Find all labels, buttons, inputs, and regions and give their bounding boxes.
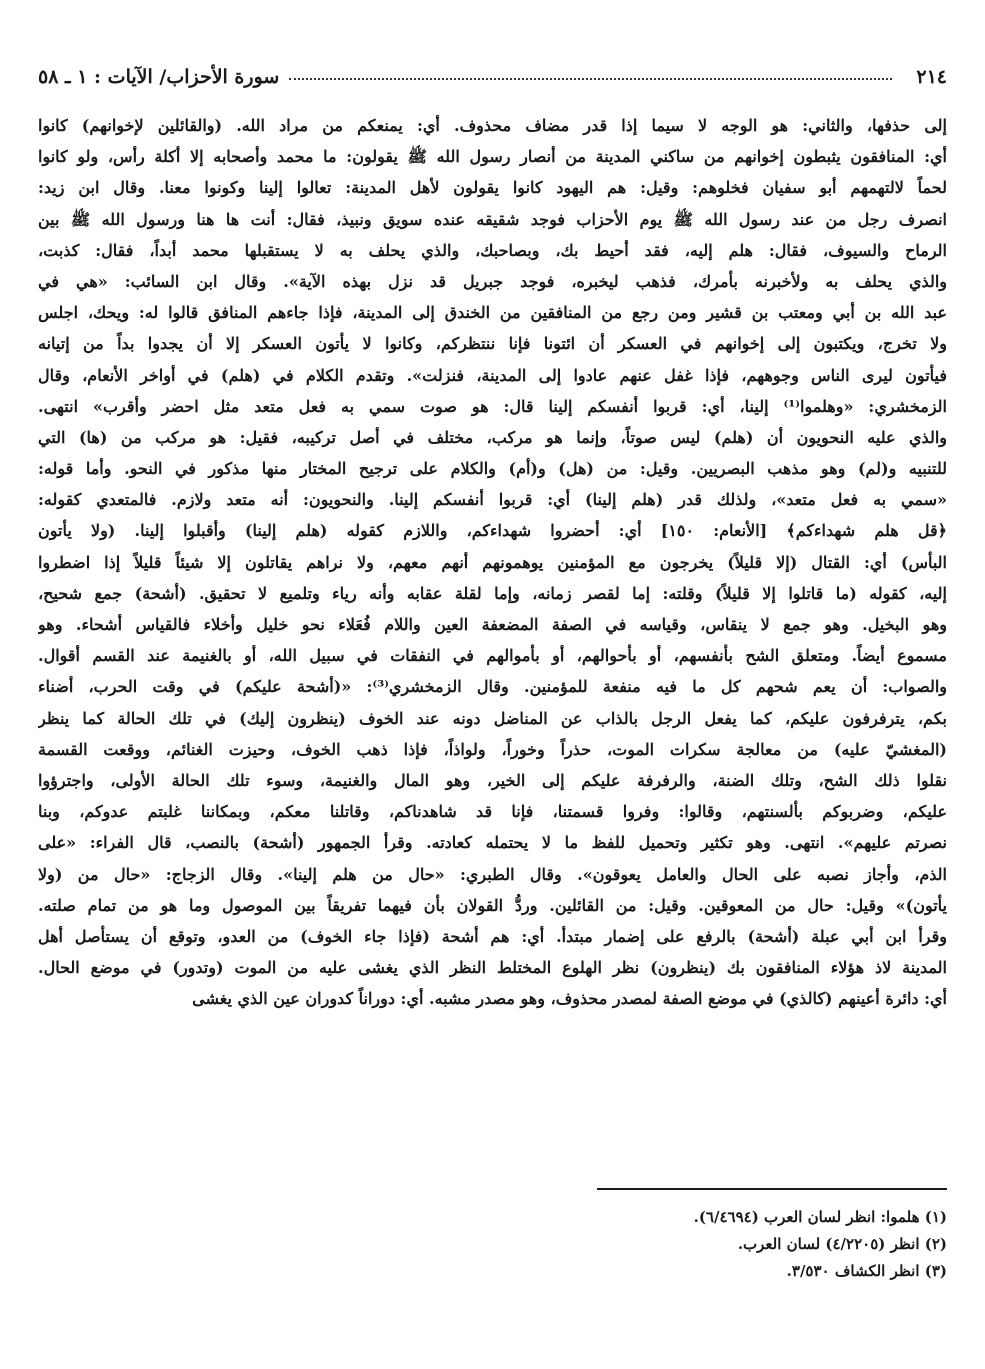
body-line: أي: دائرة أعينهم (كالذي) في موضع الصفة لمصدر محذوف، وهو مصدر مشبه. أي: دوراناً كدوران عين الذي يغشى [192, 989, 947, 1009]
body-line: المدينة لاذ هؤلاء المنافقون بك (ينظرون) نظر الهلوع المختلط النظر الذي يغشى عليه من الموت (وتدور) في موضع الحال. [38, 958, 947, 978]
body-line: إليه، كقوله (ما قاتلوا إلا قليلاً) وقلته: إما لقصر زمانه، وإما لقلة عقابه وأنه رياء وتلميع لا تحقيق. (أشحة) جمع شحيح، [38, 583, 947, 603]
body-line: والذي يحلف به ولأخبرنه بأمرك، فذهب ليخبره، فوجد جبريل قد نزل بهذه الآية». وقال ابن السائب: «هي في [38, 271, 947, 291]
body-line: وهو البخيل. وهو جمع لا ينقاس، وقياسه في الصفة المضعفة العين واللام فُعَلاء نحو خليل وأخلاء فالقياس أشحاء. وهو [38, 615, 947, 634]
running-title: سورة الأحزاب/ الآيات : ١ ـ ٥٨ [38, 66, 280, 88]
footnote-separator [597, 1188, 947, 1190]
body-line: والذي عليه النحويون أن (هلم) ليس صوتاً، وإنما هو مركب، مختلف في أصل تركيبه، فقيل: هو مركب من (ها) التي [38, 427, 947, 447]
body-line: نصرتم عليهم». انتهى. وهو تكثير وتحميل للفظ ما لا يحتمله كعادته. وقرأ الجمهور (أشحة) بالنصب، قال الفراء: «على [38, 833, 947, 853]
body-line: «سمي به فعل متعد»، ولذلك قدر (هلم إلينا) أي: قربوا أنفسكم إلينا. والنحويون: أنه متعد ولازم. فالمتعدي كقوله: [38, 490, 947, 510]
body-line: ولا تخرج، ويكتبون إلى إخوانهم في العسكر أن ائتونا فإنا ننتظركم، وكانوا لا يأتون العسكر إلا أن يجدوا بداً من إتيانه [38, 334, 947, 354]
body-line: وقرأ ابن أبي عبلة (أشحة) بالرفع على إضمار مبتدأ. أي: هم أشحة (فإذا جاء الخوف) من العدو، وتوقع أن يستأصل أهل [38, 926, 947, 946]
body-line: ﴿قل هلم شهداءكم﴾ [الأنعام: ١٥٠] أي: أحضروا شهداءكم، واللازم كقوله (هلم إلينا) وأقبلوا إلينا. (ولا يأتون [38, 521, 947, 541]
page-header [38, 62, 947, 92]
body-line: مسموع أيضاً. ومتعلق الشح بأنفسهم، أو بأحوالهم، أو بأموالهم في النفقات في سبيل الله، أو بالغنيمة عند القسم أقوال. [38, 646, 947, 666]
body-text [38, 110, 947, 1014]
body-line: عليكم، وضربوكم بألسنتهم، وقالوا: وفروا قسمتنا، فإنا قد شاهدناكم، وقاتلنا معكم، وبمكاننا غلبتم عدوكم، وبنا [38, 802, 947, 822]
body-line: (المغشيّ عليه) من معالجة سكرات الموت، حذراً وخوراً، ولواذاً، فإذا ذهب الخوف، وحيزت الغنائم، ووقعت القسمة [38, 739, 947, 759]
body-line: إلى حذفها، والثاني: هو الوجه لا سيما إذا قدر مضاف محذوف. أي: يمنعكم من مراد الله. (والقائلين لإخوانهم) كانوا [38, 116, 947, 135]
footnote-1: (١) هلموا: انظر لسان العرب (٦/٤٦٩٤). [693, 1208, 947, 1226]
body-line: نقلوا ذلك الشح، وتلك الضنة، والرفرفة عليكم إلى الخير، وهو المال والغنيمة، وسوء تلك الحالة الأولى، واجترؤوا [38, 770, 947, 790]
body-line: للتنبيه و(لم) وهو مذهب البصريين. وقيل: من (هل) و(أم) والكلام على ترجيح المختار منها مذكور في النحو. وأما قوله: [38, 459, 947, 479]
body-line: لحماً لالتهمهم أبو سفيان فخلوهم: وقيل: هم اليهود كانوا يقولون لأهل المدينة: تعالوا إلينا وكونوا معنا. وقال ابن زيد: [38, 178, 947, 198]
body-line: عبد الله بن أبي ومعتب بن قشير ومن رجع من المنافقين من الخندق إلى المدينة، فإذا جاءهم المنافق قالوا له: ويحك، اجلس [38, 303, 947, 323]
footnote-3: (٣) انظر الكشاف ٣/٥٣٠. [786, 1262, 947, 1280]
footnotes [347, 1204, 947, 1285]
body-line: أي: المنافقون يثبطون إخوانهم من ساكني المدينة من أنصار رسول الله ﷺ يقولون: ما محمد وأصحابه إلا أكلة رأس، ولو كانوا [38, 147, 947, 167]
header-dotted-leader [289, 78, 892, 80]
body-line: انصرف رجل من عند رسول الله ﷺ يوم الأحزاب فوجد شقيقه عنده سويق ونبيذ، فقال: أنت ها هنا ورسول الله ﷺ بين [38, 209, 947, 229]
body-line: بكم، يترفرفون عليكم، كما يفعل الرجل بالذاب عن المناضل دونه عند الخوف (ينظرون إليك) في تلك الحالة كما ينظر [38, 708, 947, 728]
page-number: ٢١٤ [916, 66, 947, 88]
footnote-2: (٢) انظر (٤/٢٢٠٥) لسان العرب. [737, 1235, 947, 1253]
body-line: الرماح والسيوف، فقال: هلم إليه، فقد أحيط بك، وبصاحبك، والذي يحلف به لا يستقبلها محمد أبداً، فقال: كذبت، [38, 240, 947, 260]
body-line: فيأتون ليرى الناس وجوههم، فإذا غفل عنهم عادوا إلى المدينة، فنزلت». وتقدم الكلام في (هلم) في أواخر الأنعام، وقال [38, 365, 947, 385]
body-line: البأس) أي: القتال (إلا قليلاً) يخرجون مع المؤمنين يوهمونهم أنهم معهم، ولا نراهم يقاتلون إلا شيئاً قليلاً إذا اضطروا [38, 552, 947, 572]
body-line: الذم، وأجاز نصبه على الحال والعامل يعوقون». وقال الطبري: «حال من هلم إلينا». وقال الزجاج: «حال من (ولا [38, 864, 947, 884]
body-line: يأتون)» وقيل: حال من المعوقين. وقيل: من القائلين. وردُّ القولان بأن فيهما تفريقاً بين الموصول وما هو من تمام صلته. [38, 895, 947, 915]
body-line: والصواب: أن يعم شحهم كل ما فيه منفعة للمؤمنين. وقال الزمخشري⁽³⁾: «(أشحة عليكم) في وقت الحرب، أضناء [38, 677, 947, 697]
body-line: الزمخشري: «وهلموا⁽¹⁾ إلينا، أي: قربوا أنفسكم إلينا قال: هو صوت سمي به فعل متعد مثل احضر وأقرب» انتهى. [38, 396, 947, 416]
